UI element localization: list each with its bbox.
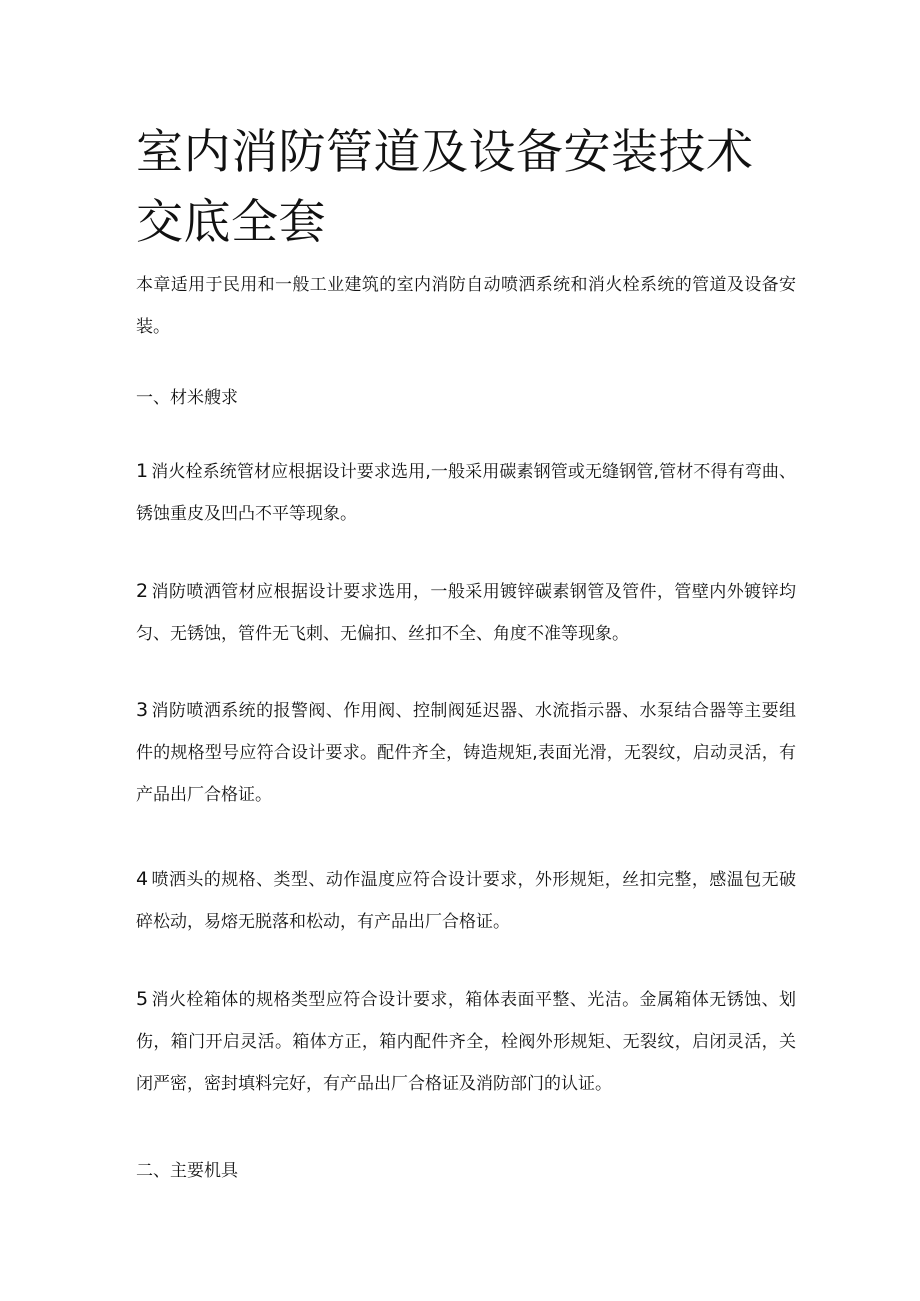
list-item [136,858,796,943]
item-number: 5 [136,988,149,1010]
list-item [136,978,796,1105]
intro-paragraph: 本章适用于民用和一般工业建筑的室内消防自动喷洒系统和消火栓系统的管道及设备安装。 [136,275,796,337]
item-number: 2 [136,580,149,602]
list-item [136,450,796,535]
item-number: 3 [136,699,149,721]
item-text: 消防喷洒系统的报警阀、作用阀、控制阀延迟器、水流指示器、水泵结合器等主要组件的规格型号应符合设计要求。配件齐全，铸造规矩,表面光滑，无裂纹，启动灵活，有产品出厂合格证。 [136,701,796,805]
document-title: 室内消防管道及设备安装技术交底全套 [136,125,754,250]
section-heading-materials: 一、材米艘求 [136,388,238,408]
list-item [136,570,796,655]
item-number: 4 [136,868,149,890]
section-heading-tools: 二、主要机具 [136,1161,238,1181]
item-number: 1 [136,460,149,482]
item-text: 喷洒头的规格、类型、动作温度应符合设计要求，外形规矩，丝扣完整，感温包无破碎松动，易熔无脱落和松动，有产品出厂合格证。 [136,870,796,932]
item-text: 消防喷洒管材应根据设计要求选用，一般采用镀锌碳素钢管及管件，管壁内外镀锌均匀、无锈蚀，管件无飞刺、无偏扣、丝扣不全、角度不准等现象。 [136,582,796,644]
item-text: 消火栓系统管材应根据设计要求选用,一般采用碳素钢管或无缝钢管,管材不得有弯曲、锈蚀重皮及凹凸不平等现象。 [136,462,796,524]
list-item [136,689,796,816]
item-text: 消火栓箱体的规格类型应符合设计要求，箱体表面平整、光洁。金属箱体无锈蚀、划伤，箱门开启灵活。箱体方正，箱内配件齐全，栓阀外形规矩、无裂纹，启闭灵活，关闭严密，密封填料完好，有产品出厂合格证及消防部门的认证。 [136,990,796,1094]
